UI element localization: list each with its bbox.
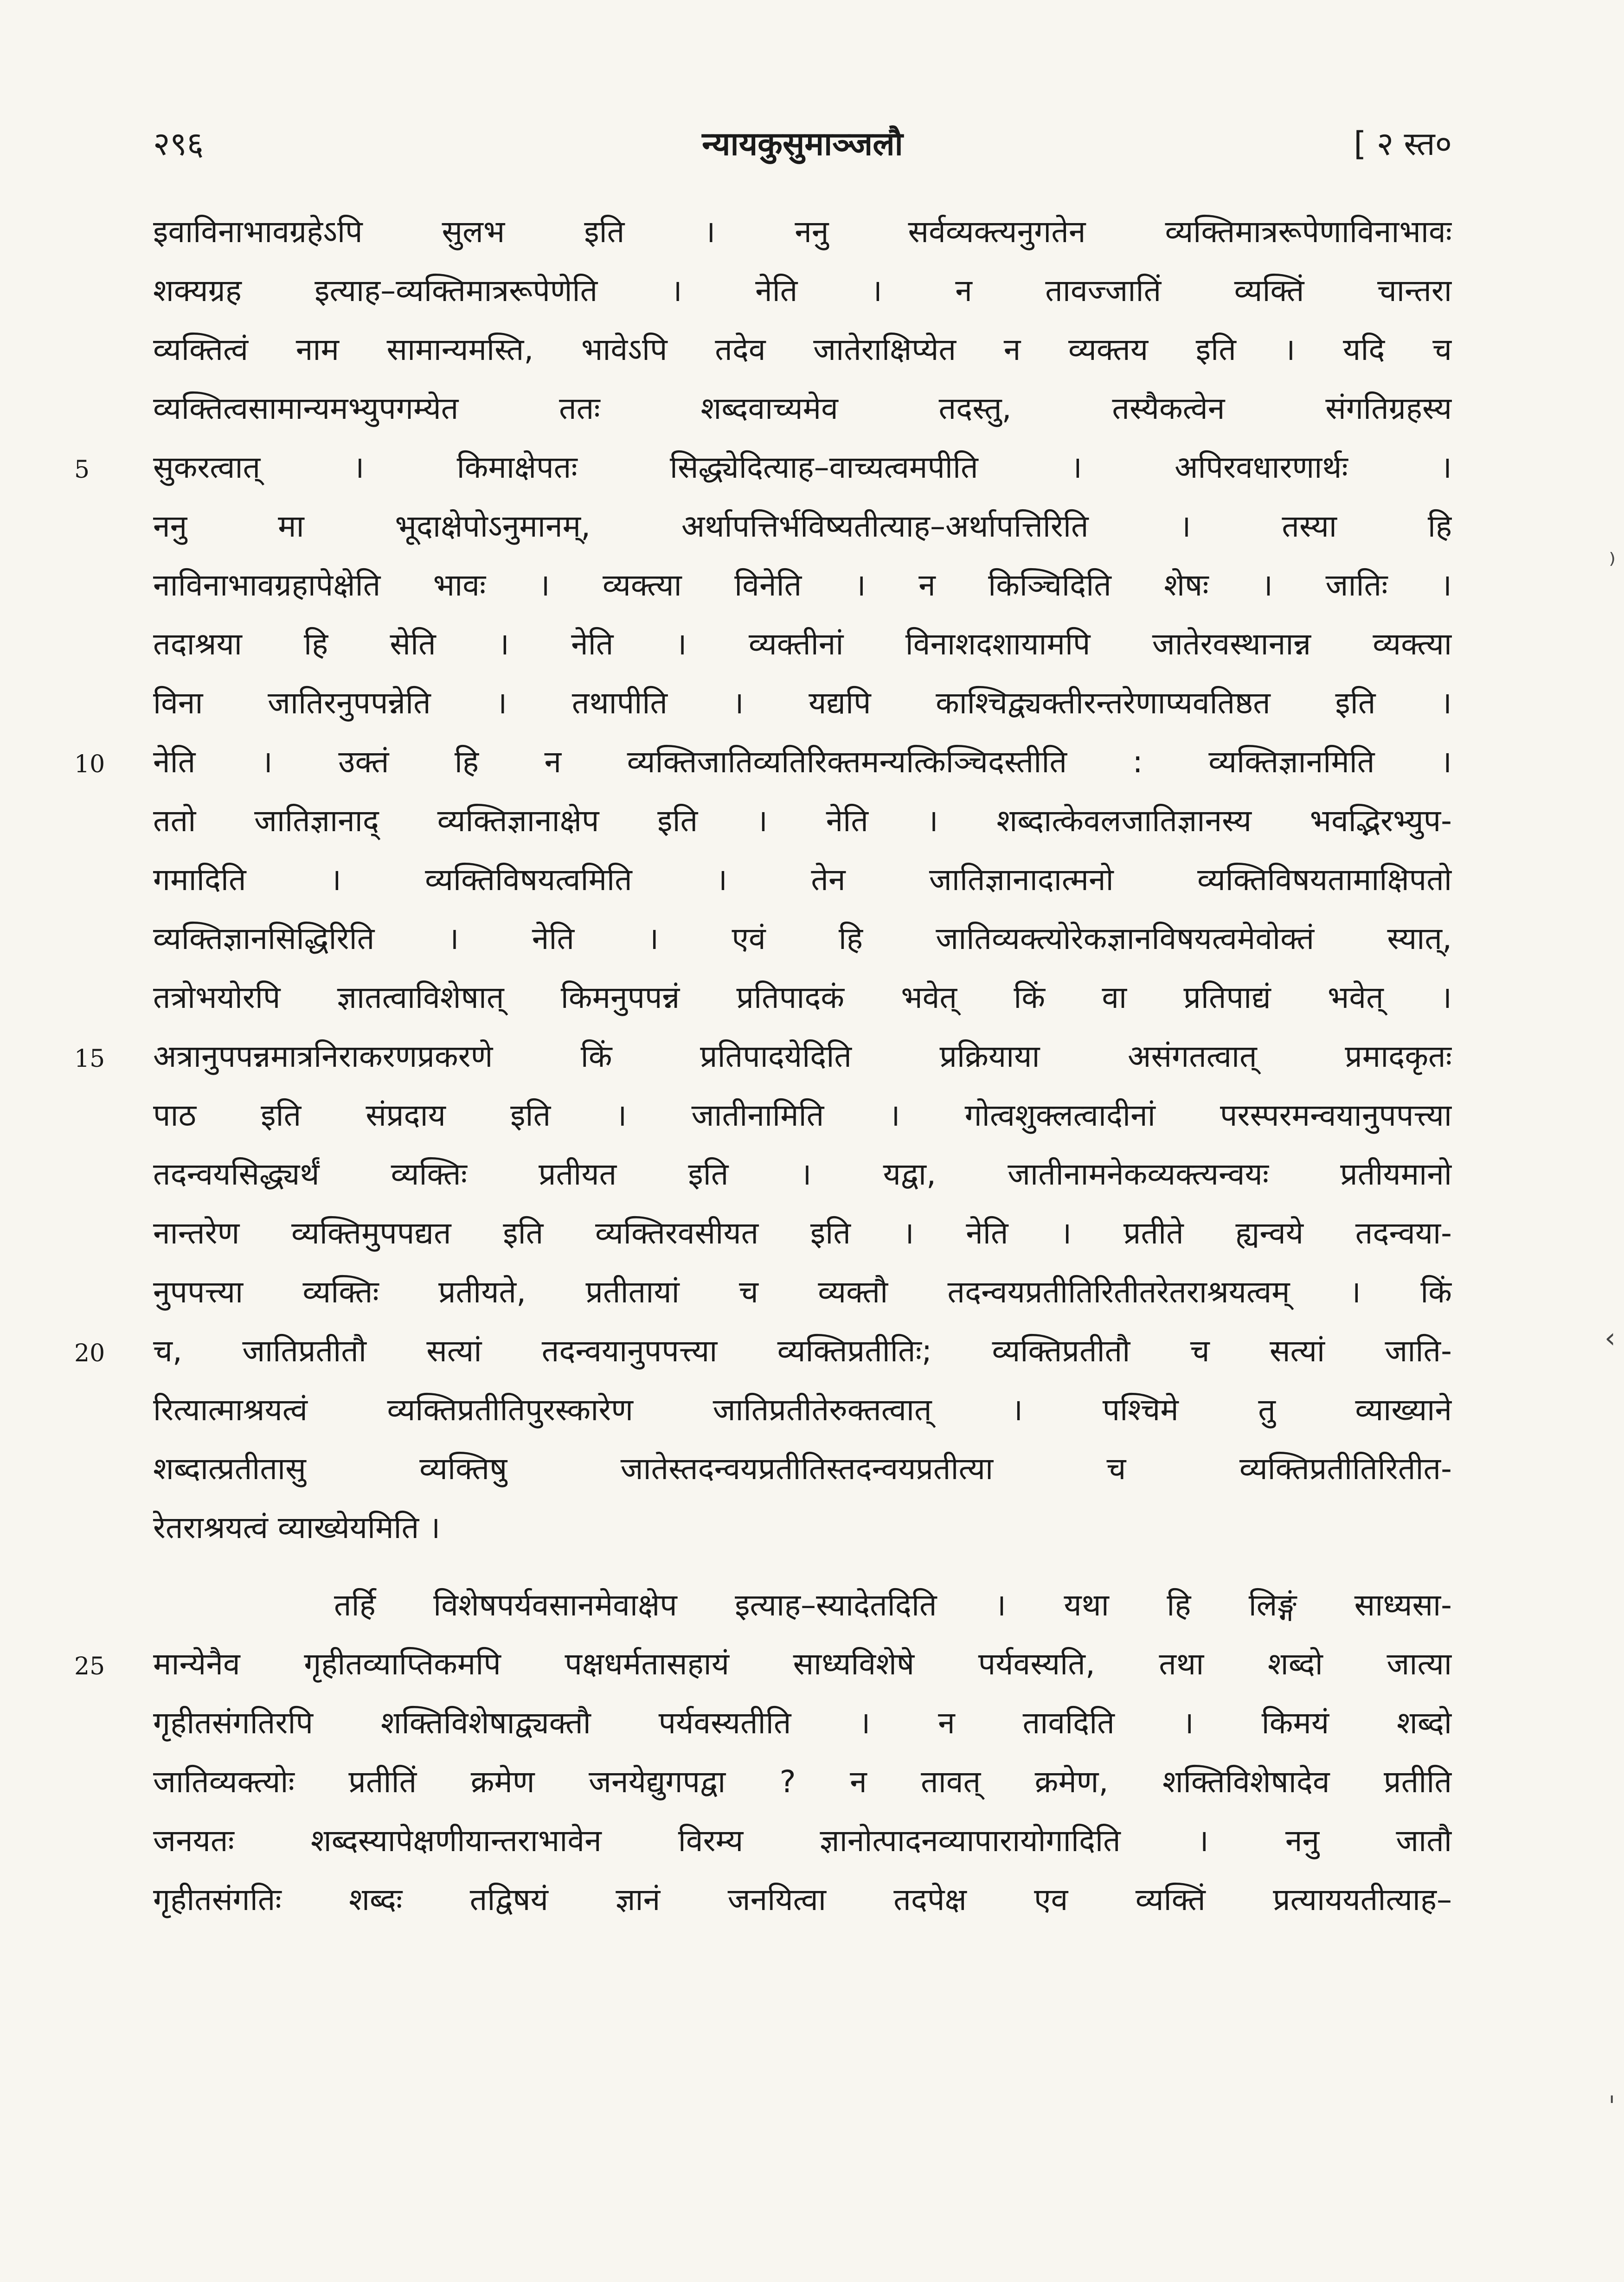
text-line: व्यक्तित्वं नाम सामान्यमस्ति, भावेऽपि तदेव जातेराक्षिप्येत न व्यक्तय इति । यदि च — [153, 332, 1452, 367]
text-line: इवाविनाभावग्रहेऽपि सुलभ इति । ननु सर्वव्यक्त्यनुगतेन व्यक्तिमात्ररूपेणाविनाभावः — [153, 214, 1452, 250]
line-number: 15 — [74, 1045, 105, 1073]
scan-edge-mark: ⁾ — [1609, 547, 1616, 580]
text-line: शक्यग्रह इत्याह–व्यक्तिमात्ररूपेणेति । नेति । न तावज्जातिं व्यक्तिं चान्तरा — [153, 273, 1452, 308]
text-line: पाठ इति संप्रदाय इति । जातीनामिति । गोत्वशुक्लत्वादीनां परस्परमन्वयानुपपत्त्या — [153, 1097, 1452, 1133]
text-line: विना जातिरनुपपन्नेति । तथापीति । यद्यपि काश्चिद्व्यक्तीरन्तरेणाप्यवतिष्ठत इति । — [153, 685, 1452, 721]
section-marker: [ २ स्त० — [1354, 125, 1452, 163]
text-line: तत्रोभयोरपि ज्ञातत्वाविशेषात् किमनुपपन्नं प्रतिपादकं भवेत् किं वा प्रतिपाद्यं भवेत् । — [153, 980, 1452, 1015]
text-line: शब्दात्प्रतीतासु व्यक्तिषु जातेस्तदन्वयप्रतीतिस्तदन्वयप्रतीत्या च व्यक्तिप्रतीतिरितीत- — [153, 1451, 1452, 1487]
text-line: नान्तरेण व्यक्तिमुपपद्यत इति व्यक्तिरवसीयत इति । नेति । प्रतीते ह्यन्वये तदन्वया- — [153, 1215, 1452, 1251]
line-number: 10 — [74, 750, 105, 778]
text-line: जातिव्यक्त्योः प्रतीतिं क्रमेण जनयेद्युगपद्वा ? न तावत् क्रमेण, शक्तिविशेषादेव प्रतीति — [153, 1764, 1452, 1800]
text-line: नुपपत्त्या व्यक्तिः प्रतीयते, प्रतीतायां च व्यक्तौ तदन्वयप्रतीतिरितीतरेतराश्रयत्वम् । किं — [153, 1274, 1452, 1310]
text-line: नाविनाभावग्रहापेक्षेति भावः । व्यक्त्या विनेति । न किञ्चिदिति शेषः । जातिः । — [153, 567, 1452, 603]
text-line: अत्रानुपपन्नमात्रनिराकरणप्रकरणे किं प्रतिपादयेदिति प्रक्रियाया असंगतत्वात् प्रमादकृतः — [153, 1038, 1452, 1074]
scan-edge-mark: ‹ — [1605, 1322, 1616, 1354]
text-line: तदन्वयसिद्ध्यर्थं व्यक्तिः प्रतीयत इति । यद्वा, जातीनामनेकव्यक्त्यन्वयः प्रतीयमानो — [153, 1156, 1452, 1192]
text-line: तदाश्रया हि सेति । नेति । व्यक्तीनां विनाशदशायामपि जातेरवस्थानान्न व्यक्त्या — [153, 626, 1452, 662]
text-line: ननु मा भूदाक्षेपोऽनुमानम्, अर्थापत्तिर्भविष्यतीत्याह–अर्थापत्तिरिति । तस्या हि — [153, 508, 1452, 544]
running-title: न्यायकुसुमाञ्जलौ — [702, 125, 903, 163]
text-line: व्यक्तिज्ञानसिद्धिरिति । नेति । एवं हि जातिव्यक्त्योरेकज्ञानविषयत्वमेवोक्तं स्यात्, — [153, 921, 1452, 956]
text-line: गृहीतसंगतिरपि शक्तिविशेषाद्व्यक्तौ पर्यवस्यतीति । न तावदिति । किमयं शब्दो — [153, 1705, 1452, 1741]
text-line: रेतराश्रयत्वं व्याख्येयमिति । — [153, 1510, 441, 1545]
text-line: व्यक्तित्वसामान्यमभ्युपगम्येत ततः शब्दवाच्यमेव तदस्तु, तस्यैकत्वेन संगतिग्रहस्य — [153, 391, 1452, 426]
text-line: ततो जातिज्ञानाद् व्यक्तिज्ञानाक्षेप इति । नेति । शब्दात्केवलजातिज्ञानस्य भवद्भिरभ्युप- — [153, 803, 1452, 839]
text-line: जनयतः शब्दस्यापेक्षणीयान्तराभावेन विरम्य ज्ञानोत्पादनव्यापारायोगादिति । ननु जातौ — [153, 1823, 1452, 1859]
text-line: गमादिति । व्यक्तिविषयत्वमिति । तेन जातिज्ञानादात्मनो व्यक्तिविषयतामाक्षिपतो — [153, 862, 1452, 897]
text-line: तर्हि विशेषपर्यवसानमेवाक्षेप इत्याह–स्यादेतदिति । यथा हि लिङ्गं साध्यसा- — [334, 1587, 1452, 1623]
text-line: च, जातिप्रतीतौ सत्यां तदन्वयानुपपत्त्या व्यक्तिप्रतीतिः; व्यक्तिप्रतीतौ च सत्यां जाति- — [153, 1333, 1452, 1369]
text-line: सुकरत्वात् । किमाक्षेपतः सिद्ध्येदित्याह–वाच्यत्वमपीति । अपिरवधारणार्थः । — [153, 449, 1452, 485]
text-line: रित्यात्माश्रयत्वं व्यक्तिप्रतीतिपुरस्कारेण जातिप्रतीतेरुक्तत्वात् । पश्चिमे तु व्याख्याने — [153, 1392, 1452, 1428]
text-line: गृहीतसंगतिः शब्दः तद्विषयं ज्ञानं जनयित्वा तदपेक्ष एव व्यक्तिं प्रत्याययतीत्याह– — [153, 1882, 1452, 1917]
line-number: 5 — [74, 456, 90, 484]
text-line: मान्येनैव गृहीतव्याप्तिकमपि पक्षधर्मतासहायं साध्यविशेषे पर्यवस्यति, तथा शब्दो जात्या — [153, 1646, 1452, 1682]
line-number: 20 — [74, 1340, 105, 1367]
scan-edge-mark: ˌ — [1608, 2073, 1616, 2106]
page-header — [153, 116, 1452, 172]
line-number: 25 — [74, 1653, 105, 1680]
text-line: नेति । उक्तं हि न व्यक्तिजातिव्यतिरिक्तमन्यत्किञ्चिदस्तीति : व्यक्तिज्ञानमिति । — [153, 744, 1452, 780]
page-number: २९६ — [153, 125, 204, 163]
